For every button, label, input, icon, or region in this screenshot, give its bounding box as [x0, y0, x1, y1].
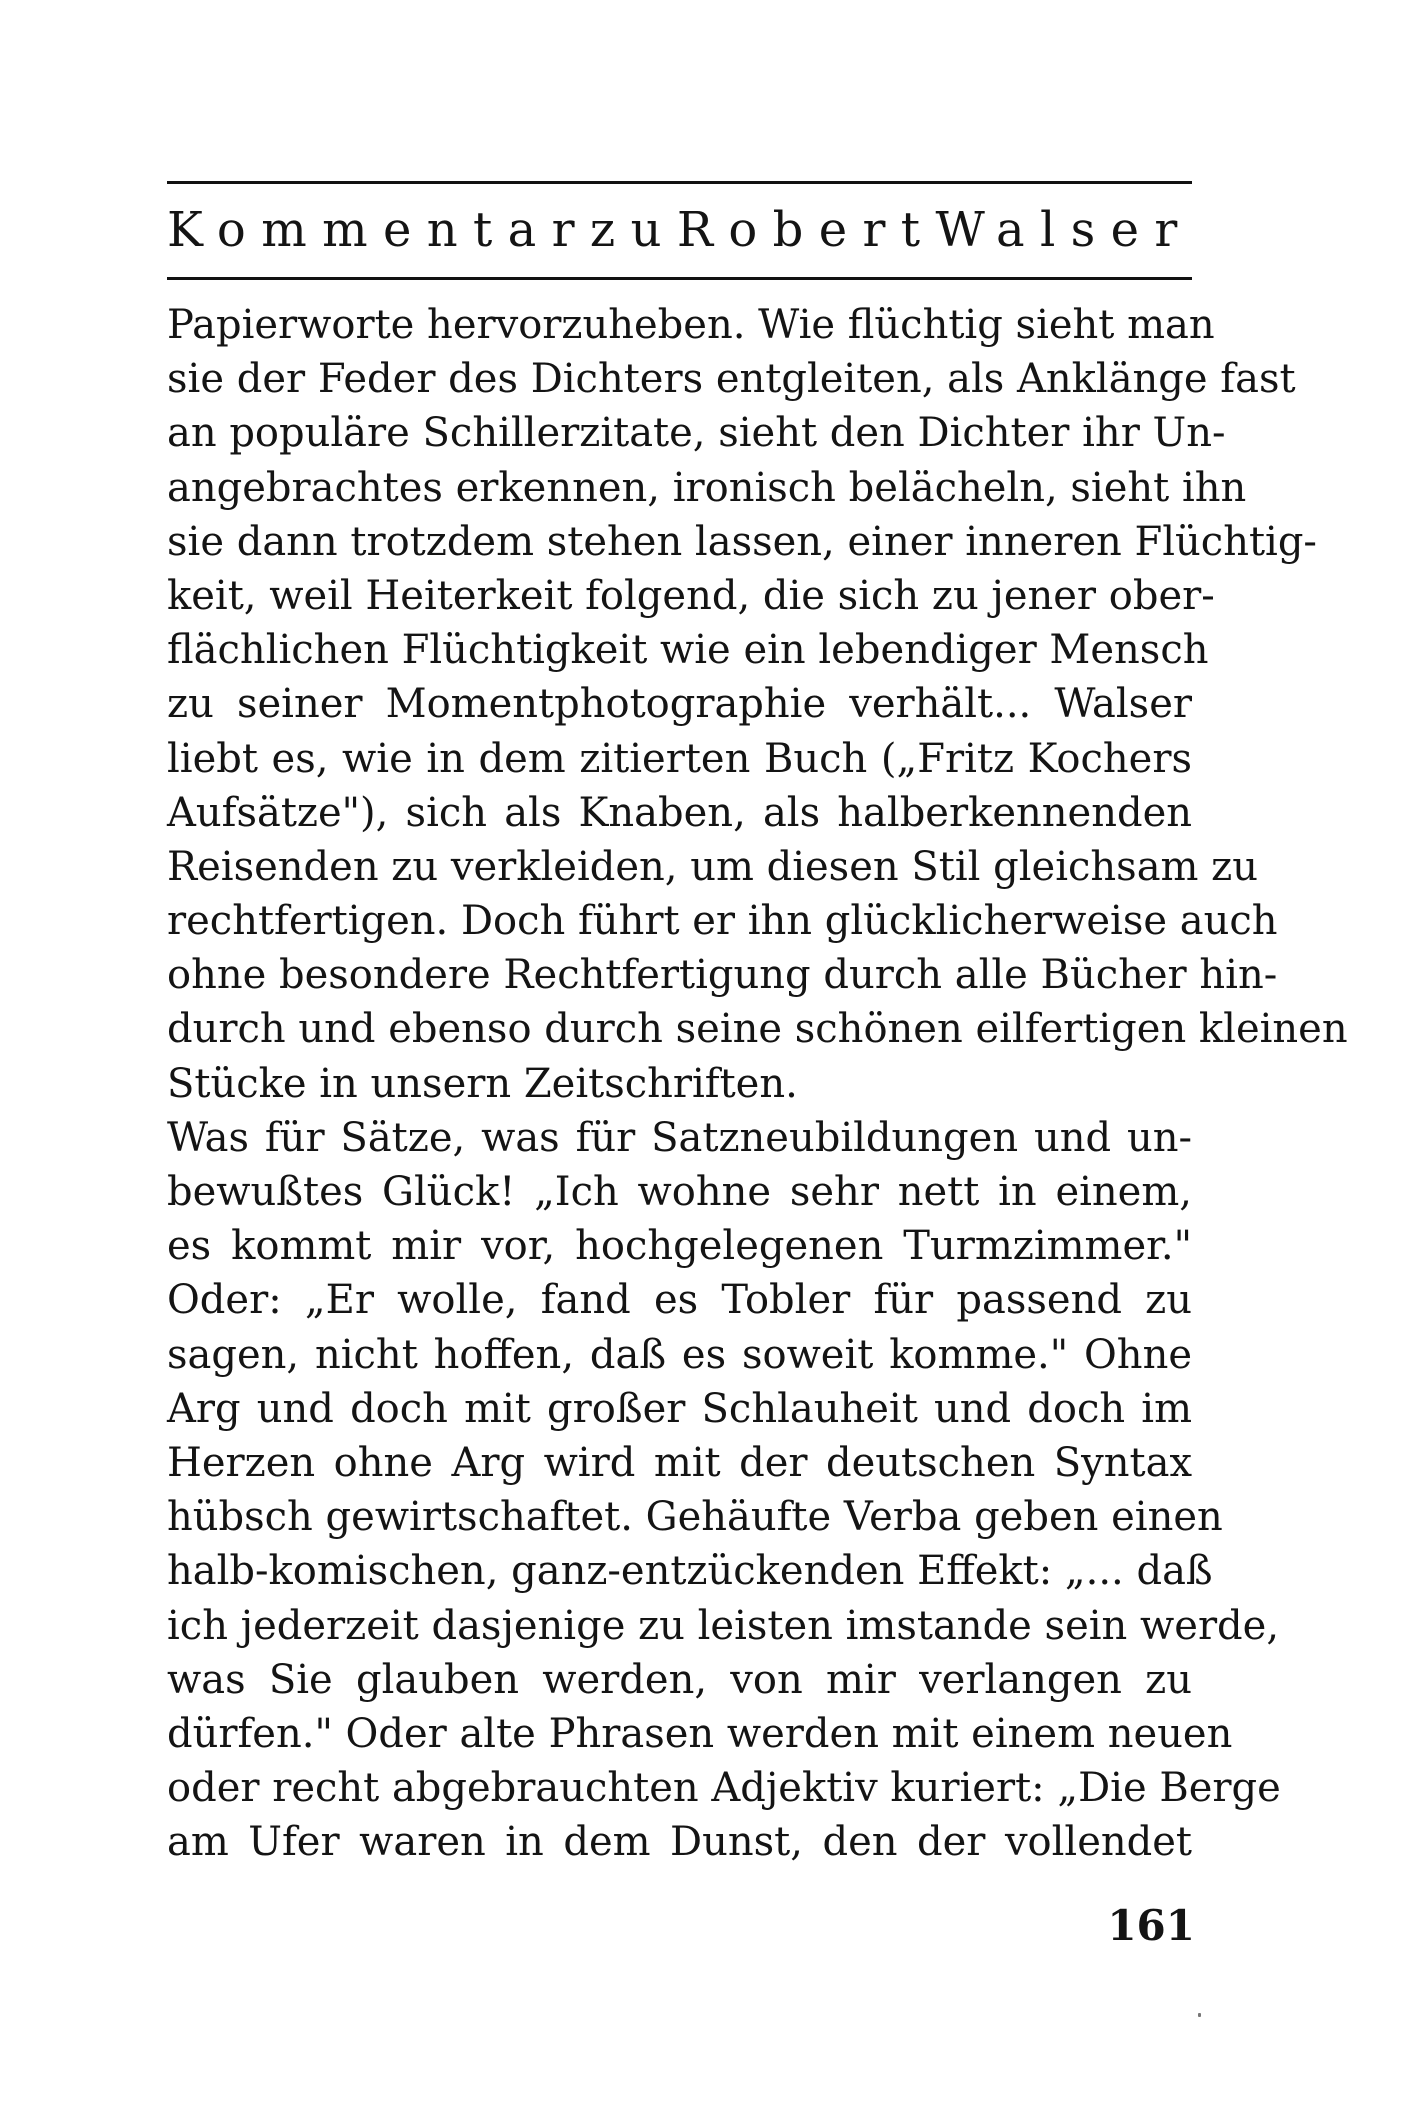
text-line: zu seiner Momentphotographie verhält... Walser	[167, 681, 1192, 728]
running-head-word: Kommentar	[167, 202, 590, 258]
text-line: angebrachtes erkennen, ironisch belächeln, sieht ihn	[167, 464, 1247, 511]
page-number: 161	[1107, 1901, 1195, 1950]
text-line: ohne besondere Rechtfertigung durch alle Bücher hin-	[167, 952, 1278, 999]
text-line: ich jederzeit dasjenige zu leisten imstande sein werde,	[167, 1602, 1280, 1649]
text-line: Arg und doch mit großer Schlauheit und doch im	[167, 1385, 1192, 1432]
text-line: hübsch gewirtschaftet. Gehäufte Verba geben einen	[167, 1494, 1223, 1541]
running-head-word: Robert	[676, 202, 936, 258]
text-line: Oder: „Er wolle, fand es Tobler für passend zu	[167, 1277, 1192, 1324]
paper-speck	[1198, 2013, 1201, 2017]
text-line: bewußtes Glück! „Ich wohne sehr nett in einem,	[167, 1169, 1192, 1215]
text-line: Herzen ohne Arg wird mit der deutschen Syntax	[167, 1439, 1192, 1486]
text-line: oder recht abgebrauchten Adjektiv kuriert: „Die Berge	[167, 1765, 1281, 1812]
text-line: sie der Feder des Dichters entgleiten, als Anklänge fast	[167, 356, 1296, 403]
header-rule-top	[167, 181, 1192, 184]
text-line: keit, weil Heiterkeit folgend, die sich zu jener ober-	[167, 572, 1215, 619]
running-head	[167, 195, 1192, 265]
text-line: Papierworte hervorzuheben. Wie flüchtig sieht man	[167, 302, 1215, 348]
text-line: Reisenden zu verkleiden, um diesen Stil gleichsam zu	[167, 843, 1259, 890]
running-head-word: Walser	[935, 202, 1193, 258]
text-line: rechtfertigen. Doch führt er ihn glücklicherweise auch	[167, 898, 1278, 945]
text-line: sagen, nicht hoffen, daß es soweit komme." Ohne	[167, 1331, 1192, 1378]
text-line: durch und ebenso durch seine schönen eilfertigen kleinen	[167, 1006, 1348, 1053]
body-text	[167, 298, 1348, 1869]
text-line: was Sie glauben werden, von mir verlangen zu	[167, 1656, 1192, 1703]
paragraph-end-line: Stücke in unsern Zeitschriften.	[167, 1060, 798, 1107]
text-line: am Ufer waren in dem Dunst, den der vollendet	[167, 1819, 1192, 1866]
text-line: Was für Sätze, was für Satzneubildungen und un-	[167, 1114, 1192, 1161]
header-rule-bottom	[167, 277, 1192, 280]
text-line: flächlichen Flüchtigkeit wie ein lebendiger Mensch	[167, 627, 1209, 674]
text-line: dürfen." Oder alte Phrasen werden mit einem neuen	[167, 1710, 1233, 1757]
text-line: an populäre Schillerzitate, sieht den Dichter ihr Un-	[167, 410, 1226, 457]
text-line: halb-komischen, ganz-entzückenden Effekt: „... daß	[167, 1548, 1213, 1595]
text-line: liebt es, wie in dem zitierten Buch („Fritz Kochers	[167, 735, 1192, 782]
text-line: Aufsätze"), sich als Knaben, als halberkennenden	[167, 789, 1192, 836]
text-line: sie dann trotzdem stehen lassen, einer inneren Flüchtig-	[167, 518, 1317, 565]
text-line: es kommt mir vor, hochgelegenen Turmzimmer."	[167, 1223, 1192, 1270]
running-head-word: zu	[589, 202, 677, 258]
